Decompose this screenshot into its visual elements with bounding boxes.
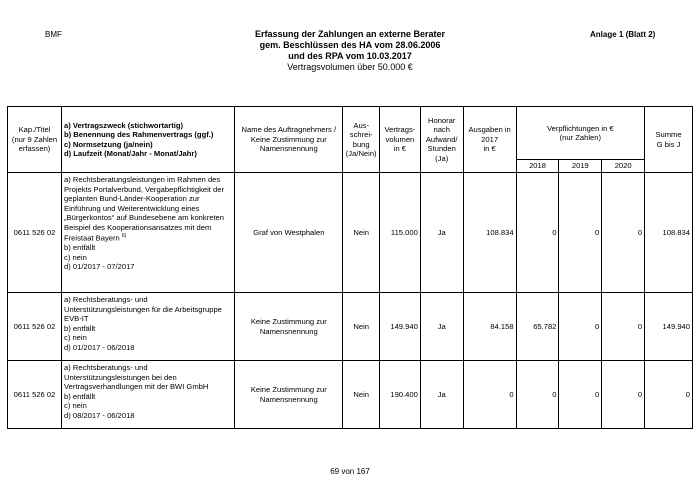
annex-label: Anlage 1 (Blatt 2) bbox=[590, 30, 656, 39]
cell-sum: 0 bbox=[645, 361, 693, 429]
header-year-2020: 2020 bbox=[602, 160, 645, 173]
title-line-4: Vertragsvolumen über 50.000 € bbox=[287, 62, 413, 72]
cell-tender: Nein bbox=[343, 293, 380, 361]
cell-2018: 0 bbox=[516, 361, 559, 429]
cell-tender: Nein bbox=[343, 361, 380, 429]
cell-spend: 108.834 bbox=[463, 173, 516, 293]
header-kap-titel: Kap./Titel (nur 9 Zahlen erfassen) bbox=[8, 107, 62, 173]
cell-2020: 0 bbox=[602, 361, 645, 429]
cell-purpose: a) Rechtsberatungsleistungen im Rahmen des Projekts Portalverbund, Vergabepflichtigkeit der geplanten Bund-Länder-Kooperation zur Einführung und Weiterentwicklung eines „Bürgerkontos“ auf Bundesebene am konkreten Beispiel des Kooperationsansatzes mit dem Freistaat Bayern $^{6)}$ b) entfällt c) nein d) 01/2017 - 07/2017 bbox=[62, 173, 235, 293]
header-tender: Aus- schrei- bung (Ja/Nein) bbox=[343, 107, 380, 173]
cell-fee: Ja bbox=[420, 173, 463, 293]
table-row bbox=[8, 361, 693, 429]
cell-2018: 65.782 bbox=[516, 293, 559, 361]
cell-2019: 0 bbox=[559, 173, 602, 293]
cell-contractor: Keine Zustimmung zur Namensnennung bbox=[235, 361, 343, 429]
cell-volume: 149.940 bbox=[380, 293, 421, 361]
cell-spend: 0 bbox=[463, 361, 516, 429]
header-year-2018: 2018 bbox=[516, 160, 559, 173]
cell-tender: Nein bbox=[343, 173, 380, 293]
cell-volume: 190.400 bbox=[380, 361, 421, 429]
header-spend-2017: Ausgaben in 2017 in € bbox=[463, 107, 516, 173]
cell-2020: 0 bbox=[602, 293, 645, 361]
cell-purpose: a) Rechtsberatungs- und Unterstützungsleistungen für die Arbeitsgruppe EVB-IT b) entfällt c) nein d) 01/2017 - 06/2018 bbox=[62, 293, 235, 361]
cell-contractor: Keine Zustimmung zur Namensnennung bbox=[235, 293, 343, 361]
cell-kap: 0611 526 02 bbox=[8, 361, 62, 429]
cell-spend: 84.158 bbox=[463, 293, 516, 361]
cell-2018: 0 bbox=[516, 173, 559, 293]
header-sum: Summe G bis J bbox=[645, 107, 693, 173]
cell-2019: 0 bbox=[559, 293, 602, 361]
title-line-2: gem. Beschlüssen des HA vom 28.06.2006 bbox=[259, 40, 441, 50]
header-volume: Vertrags- volumen in € bbox=[380, 107, 421, 173]
cell-contractor: Graf von Westphalen bbox=[235, 173, 343, 293]
ministry-label: BMF bbox=[45, 30, 62, 39]
table-header-row bbox=[8, 107, 693, 160]
document-title bbox=[200, 29, 500, 73]
cell-sum: 149.940 bbox=[645, 293, 693, 361]
table-row bbox=[8, 293, 693, 361]
header-year-2019: 2019 bbox=[559, 160, 602, 173]
cell-kap: 0611 526 02 bbox=[8, 173, 62, 293]
header-commitments: Verpflichtungen in € (nur Zahlen) bbox=[516, 107, 644, 160]
payments-table bbox=[7, 106, 693, 429]
cell-sum: 108.834 bbox=[645, 173, 693, 293]
cell-fee: Ja bbox=[420, 361, 463, 429]
title-line-1: Erfassung der Zahlungen an externe Berater bbox=[254, 29, 446, 39]
cell-fee: Ja bbox=[420, 293, 463, 361]
cell-kap: 0611 526 02 bbox=[8, 293, 62, 361]
header-purpose: a) Vertragszweck (stichwortartig) b) Benennung des Rahmenvertrags (ggf.) c) Normsetzung (ja/nein) d) Laufzeit (Monat/Jahr - Monat/Jahr) bbox=[62, 107, 235, 173]
cell-2020: 0 bbox=[602, 173, 645, 293]
title-line-3: und des RPA vom 10.03.2017 bbox=[288, 51, 412, 61]
cell-volume: 115.000 bbox=[380, 173, 421, 293]
table-row bbox=[8, 173, 693, 293]
header-fee: Honorar nach Aufwand/ Stunden (Ja) bbox=[420, 107, 463, 173]
cell-purpose: a) Rechtsberatungs- und Unterstützungsleistungen bei den Vertragsverhandlungen mit der BWI GmbH b) entfällt c) nein d) 08/2017 - 06/2018 bbox=[62, 361, 235, 429]
page-number: 69 von 167 bbox=[330, 467, 370, 476]
header-contractor: Name des Auftragnehmers / Keine Zustimmung zur Namensnennung bbox=[235, 107, 343, 173]
cell-2019: 0 bbox=[559, 361, 602, 429]
